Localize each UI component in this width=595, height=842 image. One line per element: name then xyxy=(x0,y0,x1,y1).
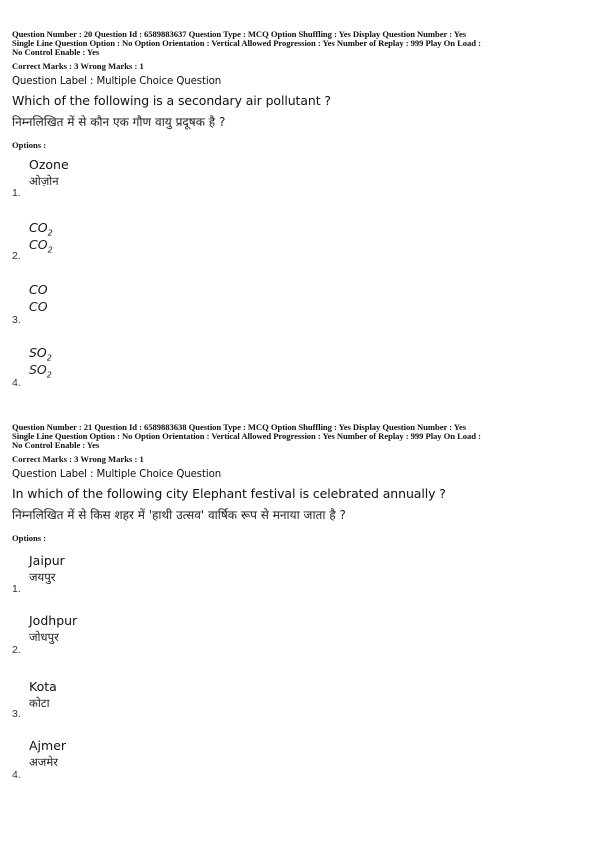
option-number: 4. xyxy=(12,769,21,781)
question-text-hindi: निम्नलिखित में से किस शहर में 'हाथी उत्सव' वार्षिक रूप से मनाया जाता है ? xyxy=(12,508,346,523)
option-item[interactable] xyxy=(12,679,312,739)
question-text-english: In which of the following city Elephant festival is celebrated annually ? xyxy=(12,486,446,502)
marks-info: Correct Marks : 3 Wrong Marks : 1 xyxy=(12,61,144,72)
question-meta-line: No Control Enable : Yes xyxy=(12,439,100,450)
formula-base: CO xyxy=(29,237,48,252)
question-meta-line: Single Line Question Option : No Option Orientation : Vertical Allowed Progression : Yes Number of Replay : 999 Play On Load : xyxy=(12,37,481,48)
question-label: Question Label : Multiple Choice Question xyxy=(12,469,222,481)
question-text-hindi: निम्नलिखित में से कौन एक गौण वायु प्रदूषक है ? xyxy=(12,115,226,130)
option-text-english: CO xyxy=(29,282,48,297)
question-meta-line: Question Number : 20 Question Id : 6589883637 Question Type : MCQ Option Shuffling : Yes Display Question Number : Yes xyxy=(12,29,467,39)
option-text-english xyxy=(29,345,52,363)
option-item[interactable] xyxy=(12,738,312,798)
option-number: 2. xyxy=(12,250,21,262)
question-text-english: Which of the following is a secondary air pollutant ? xyxy=(12,93,331,109)
formula-subscript: 2 xyxy=(46,353,52,363)
formula-base: SO xyxy=(29,345,47,360)
options-label: Options : xyxy=(12,533,47,544)
option-number: 3. xyxy=(12,314,21,326)
option-text-hindi: अजमेर xyxy=(29,755,58,769)
option-text-hindi xyxy=(29,362,52,380)
option-text-english: Jodhpur xyxy=(29,613,78,628)
option-text-hindi xyxy=(29,237,53,255)
question-meta xyxy=(12,423,584,449)
question-meta-line: Single Line Question Option : No Option Orientation : Vertical Allowed Progression : Yes Number of Replay : 999 Play On Load : xyxy=(12,430,481,441)
option-text-hindi: CO xyxy=(29,299,48,314)
option-number: 4. xyxy=(12,377,21,389)
options-label: Options : xyxy=(12,140,47,151)
question-meta xyxy=(12,30,584,56)
option-number: 1. xyxy=(12,583,21,595)
option-text-english: Ajmer xyxy=(29,738,67,753)
option-text-english: Kota xyxy=(29,679,57,694)
formula-base: SO xyxy=(29,362,47,377)
question-meta-line: No Control Enable : Yes xyxy=(12,46,100,57)
question-block-20 xyxy=(12,29,584,389)
option-item[interactable] xyxy=(12,553,312,613)
option-item[interactable] xyxy=(12,220,312,280)
option-text-hindi: जयपुर xyxy=(29,570,56,584)
question-block-21 xyxy=(12,422,584,781)
option-item[interactable] xyxy=(12,613,312,673)
option-number: 2. xyxy=(12,644,21,656)
formula-subscript: 2 xyxy=(46,370,52,380)
option-item[interactable] xyxy=(12,282,312,342)
question-label: Question Label : Multiple Choice Question xyxy=(12,76,222,88)
option-item[interactable] xyxy=(12,157,312,217)
formula-base: CO xyxy=(29,220,48,235)
option-text-english xyxy=(29,220,53,238)
question-meta-line: Question Number : 21 Question Id : 6589883638 Question Type : MCQ Option Shuffling : Yes Display Question Number : Yes xyxy=(12,422,467,432)
option-number: 3. xyxy=(12,708,21,720)
option-item[interactable] xyxy=(12,345,312,405)
option-number: 1. xyxy=(12,187,21,199)
option-text-hindi: ओज़ोन xyxy=(29,174,59,188)
formula-subscript: 2 xyxy=(47,228,53,238)
option-text-english: Jaipur xyxy=(29,553,65,568)
marks-info: Correct Marks : 3 Wrong Marks : 1 xyxy=(12,454,144,465)
formula-subscript: 2 xyxy=(47,245,53,255)
option-text-hindi: कोटा xyxy=(29,696,50,710)
option-text-hindi: जोधपुर xyxy=(29,630,59,644)
option-text-english: Ozone xyxy=(29,157,69,172)
